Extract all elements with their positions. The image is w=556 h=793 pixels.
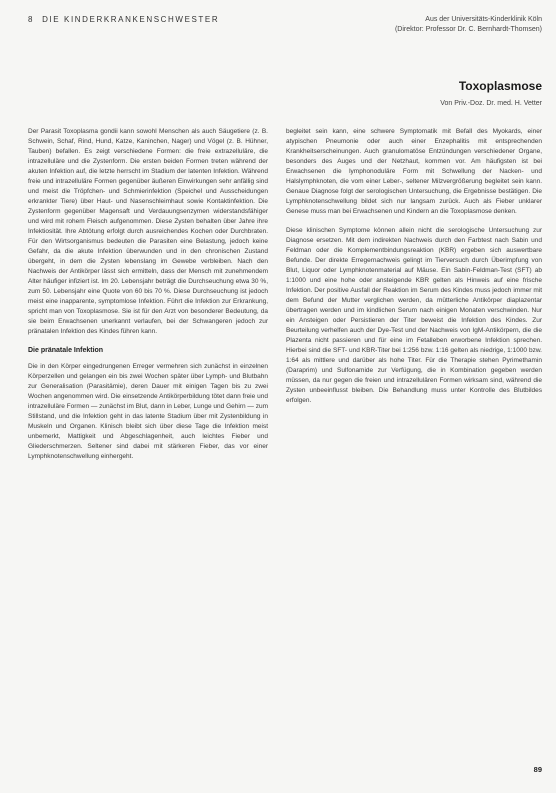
left-column (28, 127, 268, 767)
right-paragraph-2: Diese klinischen Symptome können allein nicht die serologische Untersuchung zur Diagnose ersetzen. Mit dem indirekten Nachweis durch den Farbtest nach Sabin und Feldman oder die Komplementbindungsreaktion (KBR) ergeben sich auswertbare Befunde. Der direkte Erregernachweis gelingt im Tierversuch durch Überimpfung von Blut, Liquor oder Lymphknotenmaterial auf Mäuse. Ein Sabin-Feldman-Test (SFT) ab 1:1000 und eine hohe oder ansteigende KBR gelten als Hinweis auf eine frische Infektion. Der positive Ausfall der Reaktion im Serum des Kindes muss jedoch immer mit dem Befund der Mutter verglichen werden, da mütterliche Antikörper diaplazentar übertragen werden und im kindlichen Serum nach einigen Monaten verschwinden. Nur ein Ansteigen oder Persistieren der Titer beweist die Infektion des Kindes. Zur Beurteilung verhelfen auch der Dye-Test und der Nachweis von IgM-Antikörpern, die die Plazenta nicht passieren und für eine im Fetalleben erworbene Infektion sprechen. Hierbei sind die SFT- und KBR-Titer bei 1:256 bzw. 1:16 gelten als niedrige, 1:1000 bzw. 1:64 als mittlere und darüber als hohe Titer. Für die Therapie stehen Pyrimethamin (Daraprim) und Sulfonamide zur Verfügung, die in Kombination gegeben werden müssen, da nur gegen die freien und intrazellulären Formen wirksam sind, während die Zysten unbeeinflusst bleiben. Die Behandlung muss unter Kontrolle des Blutbildes erfolgen. (286, 227, 542, 404)
intro-paragraph: Der Parasit Toxoplasma gondii kann sowohl Menschen als auch Säugetiere (z. B. Schwein, Schaf, Rind, Hund, Katze, Kaninchen, Nager) und Vögel (z. B. Hühner, Tauben) befallen. Es zeigt verschiedene Formen: die freie extrazelluläre, die intrazelluläre und die Zystenform. Die ersten beiden Formen treten während der akuten Infektion auf, die letzte herrscht im Stadium der latenten Infektion. Während freie und intrazelluläre Formen gegenüber äußeren Einwirkungen sehr anfällig sind und meist die Tröpfchen- und Schmierinfektion (Speichel und Ausscheidungen erkrankter Tiere) über Haut- und Nasenschleimhaut sowie Kontaktinfektion. Die Zystenform gegenüber Magensaft und Verdauungsenzymen widerstandsfähiger und wird mit rohem Fleisch aufgenommen. Diese Zysten behalten über Jahre ihre Infektiosität. Ihre Abtötung erfolgt durch ausreichendes Kochen oder Durchbraten. Für den Wirtsorganismus bedeuten die Parasiten eine Belastung, jedoch keine Gefahr, da die akute Infektion überwunden und in den chronischen Zustand übergeht, in dem die Zysten lebenslang im Gewebe verbleiben. Nach den Nachweis der Antikörper lässt sich ermitteln, dass der Mensch mit zunehmendem Alter häufiger infiziert ist. Im 20. Lebensjahr beträgt die Durchseuchung etwa 30 %, zum 50. Lebensjahr eine Quote von 60 bis 70 %. Diese Durchseuchung ist jedoch meist eine inapparente, symptomlose Infektion. Führt die Infektion zur Erkrankung, spricht man von Toxoplasmose. Sie ist für den Arzt von besonderer Bedeutung, da sie beim Erwachsenen unerkannt verlaufen, bei der Schwangeren jedoch zur pränatalen Infektion des Kindes führen kann. (28, 128, 268, 335)
affiliation-line-2: (Direktor: Professor Dr. C. Bernhardt-Thomsen) (394, 26, 542, 33)
journal-name: DIE KINDERKRANKENSCHWESTER (42, 15, 220, 24)
header-page-number: 8 (28, 15, 35, 24)
affiliation-line-1: Aus der Universitäts-Kinderklinik Köln (425, 16, 542, 23)
affiliation (342, 15, 542, 35)
article-title: Toxoplasmose (458, 79, 542, 93)
article-author: Von Priv.-Doz. Dr. med. H. Vetter (440, 100, 542, 107)
right-column (286, 127, 542, 787)
section-paragraph: Die in den Körper eingedrungenen Erreger vermehren sich zunächst in einzelnen Körperzellen und gelangen ein bis zwei Wochen später über Lymph- und Blutbahn zur Generalisation (Parasitämie), deren Dauer mit einigen Tagen bis zu zwei Wochen angenommen wird. Die einsetzende Antikörperbildung tötet dann freie und intrazelluläre Formen — zunächst im Blut, dann in Leber, Lunge und Gehirn — zum Stillstand, und die Infektion geht in das latente Stadium über mit Zystenbildung in Muskeln und Organen. Klinisch bleibt sich über diese Tage die Infektion meist unbemerkt, Mattigkeit und Abgeschlagenheit, auch leichtes Fieber und Gliederschmerzen. Seltener sind dabei mit stärkeren Fieber, das vor einer Lymphknotenschwellung einhergeht. (28, 363, 268, 460)
footer-page-number: 89 (533, 765, 542, 774)
running-header (28, 15, 219, 24)
right-paragraph-1: begleitet sein kann, eine schwere Symptomatik mit Befall des Myokards, einer atypischen Pneumonie oder auch einer Enzephalitis mit entsprechenden Krankheitserscheinungen. Auch granulomatöse Entzündungen verschiedener Organe, besonders des Auges und der Netzhaut, kommen vor. Am häufigsten ist bei Erwachsenen die lymphonoduläre Form mit Schwellung der Nacken- und Halslymphknoten, die vom einer Leber-, seltener Milzvergrößerung begleitet sein kann. Genaue Diagnose folgt der serologischen Untersuchung, die Ergebnisse bestätigen. Die Lymphknotenschwellung bildet sich nur langsam zurück. Auch als Fieber unklarer Genese muss man bei Erwachsenen und Kindern an die Toxoplasmose denken. (286, 128, 542, 215)
section-heading: Die pränatale Infektion (28, 347, 104, 354)
